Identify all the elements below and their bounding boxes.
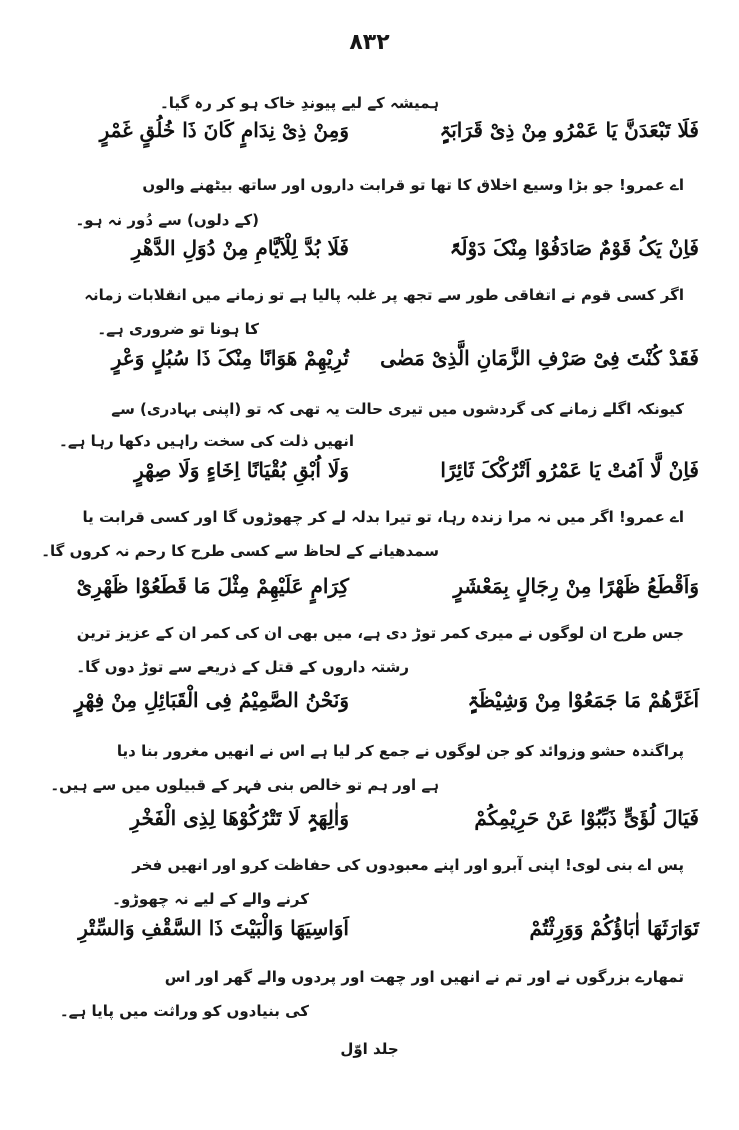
urdu-line: کی بنیادوں کو وراثت میں پایا ہے۔	[59, 1002, 309, 1020]
urdu-line: سمدھیانے کے لحاظ سے کسی طرح کا رحم نہ کروں گا۔	[41, 542, 439, 560]
page-number: ۸۳۲	[349, 30, 390, 55]
urdu-line: جس طرح ان لوگوں نے میری کمر توڑ دی ہے، میں بھی ان کی کمر ان کے عزیز ترین	[76, 624, 684, 642]
arabic-verse-first-half: فَقَدْ کُنْتَ فِیْ صَرْفِ الزَّمَانِ الَّذِیْ مَضٰی	[380, 346, 699, 370]
arabic-verse-first-half: وَاَقْطَعُ ظَهْرًا مِنْ رِجَالٍ بِمَعْشَرٍ	[453, 574, 699, 598]
urdu-line: کا ہونا تو ضروری ہے۔	[97, 320, 259, 338]
arabic-verse-second-half: وَاٰلِهَۃٍ لَا تَتْرُکُوْهَا لِذِی الْفَخْرِ	[130, 806, 349, 830]
arabic-verse-first-half: اَغَرَّهُمْ مَا جَمَعُوْا مِنْ وَشِیْظَۃٍ	[467, 688, 699, 712]
urdu-line: (کے دلوں) سے دُور نہ ہو۔	[75, 211, 259, 229]
arabic-verse-first-half: فَاِنْ لَّا اَمُتْ یَا عَمْرُو اَتْرُکْکَ ثَائِرًا	[440, 458, 699, 482]
arabic-verse-first-half: فَلَا تَبْعَدَنَّ یَا عَمْرُو مِنْ ذِیْ قَرَابَۃٍ	[439, 118, 699, 142]
urdu-line: اے عمرو! جو بڑا وسیع اخلاق کا تھا تو قرابت داروں اور ساتھ بیٹھنے والوں	[142, 176, 684, 194]
urdu-line: اگر کسی قوم نے اتفاقی طور سے تجھ پر غلبہ پالیا ہے تو زمانے میں انقلابات زمانہ	[84, 286, 684, 304]
arabic-verse-first-half: فَاِنْ یَکُ قَوْمٌ صَادَفُوْا مِنْکَ دَوْلَۃً	[449, 236, 699, 260]
volume-footer: جلد اوّل	[340, 1040, 399, 1058]
arabic-verse-second-half: وَنَحْنُ الصَّمِیْمُ فِی الْقَبَائِلِ مِنْ فِهْرٍ	[74, 688, 349, 712]
arabic-verse-second-half: وَمِنْ ذِیْ نِدَامٍ کَانَ ذَا خُلُقٍ غَمْرٍ	[99, 118, 349, 142]
urdu-line: ہے اور ہم تو خالص بنی فہر کے قبیلوں میں سے ہیں۔	[50, 776, 439, 794]
arabic-verse-second-half: کِرَامٍ عَلَیْهِمْ مِثْلَ مَا قَطَعُوْا ظَهْرِیْ	[76, 574, 349, 598]
urdu-line: ہمیشہ کے لیے پیوندِ خاک ہو کر رہ گیا۔	[159, 94, 439, 112]
arabic-verse-second-half: تُرِیْهِمْ هَوَانًا مِنْکَ ذَا سُبُلٍ وَعْرٍ	[111, 346, 349, 370]
urdu-line: پس اے بنی لوی! اپنی آبرو اور اپنے معبودوں کی حفاظت کرو اور انھیں فخر	[132, 856, 684, 874]
urdu-line: انھیں ذلت کی سخت راہیں دکھا رہا ہے۔	[59, 432, 354, 450]
arabic-verse-first-half: فَیَالَ لُؤَیٍّ ذَبِّبُوْا عَنْ حَرِیْمِکُمْ	[474, 806, 699, 830]
urdu-line: اے عمرو! اگر میں نہ مرا زندہ رہا، تو تیرا بدلہ لے کر چھوڑوں گا اور کسی قرابت یا	[82, 508, 684, 526]
urdu-line: رشتہ داروں کے قتل کے ذریعے سے توڑ دوں گا۔	[76, 658, 409, 676]
urdu-line: پراگندہ حشو وزوائد کو جن لوگوں نے جمع کر لیا ہے اس نے انھیں مغرور بنا دیا	[116, 742, 684, 760]
arabic-verse-second-half: اَوَاسِیَهَا وَالْبَیْتَ ذَا السَّقْفِ وَالسِّتْرِ	[78, 916, 349, 940]
arabic-verse-second-half: فَلَا بُدَّ لِلْاَیَّامِ مِنْ دُوَلِ الدَّهْرِ	[131, 236, 349, 260]
arabic-verse-first-half: تَوَارَثَهَا اٰبَاؤُکُمْ وَوَرِثْتُمْ	[529, 916, 699, 940]
arabic-verse-second-half: وَلَا اُبْقِ بُقْیَانًا اِخَاءٍ وَلَا صِهْرٍ	[134, 458, 349, 482]
urdu-line: تمھارے بزرگوں نے اور تم نے انھیں اور چھت اور پردوں والے گھر اور اس	[164, 968, 684, 986]
urdu-line: کرنے والے کے لیے نہ چھوڑو۔	[112, 890, 309, 908]
urdu-line: کیونکہ اگلے زمانے کی گردشوں میں تیری حالت یہ تھی کہ تو (اپنی بہادری) سے	[111, 400, 684, 418]
